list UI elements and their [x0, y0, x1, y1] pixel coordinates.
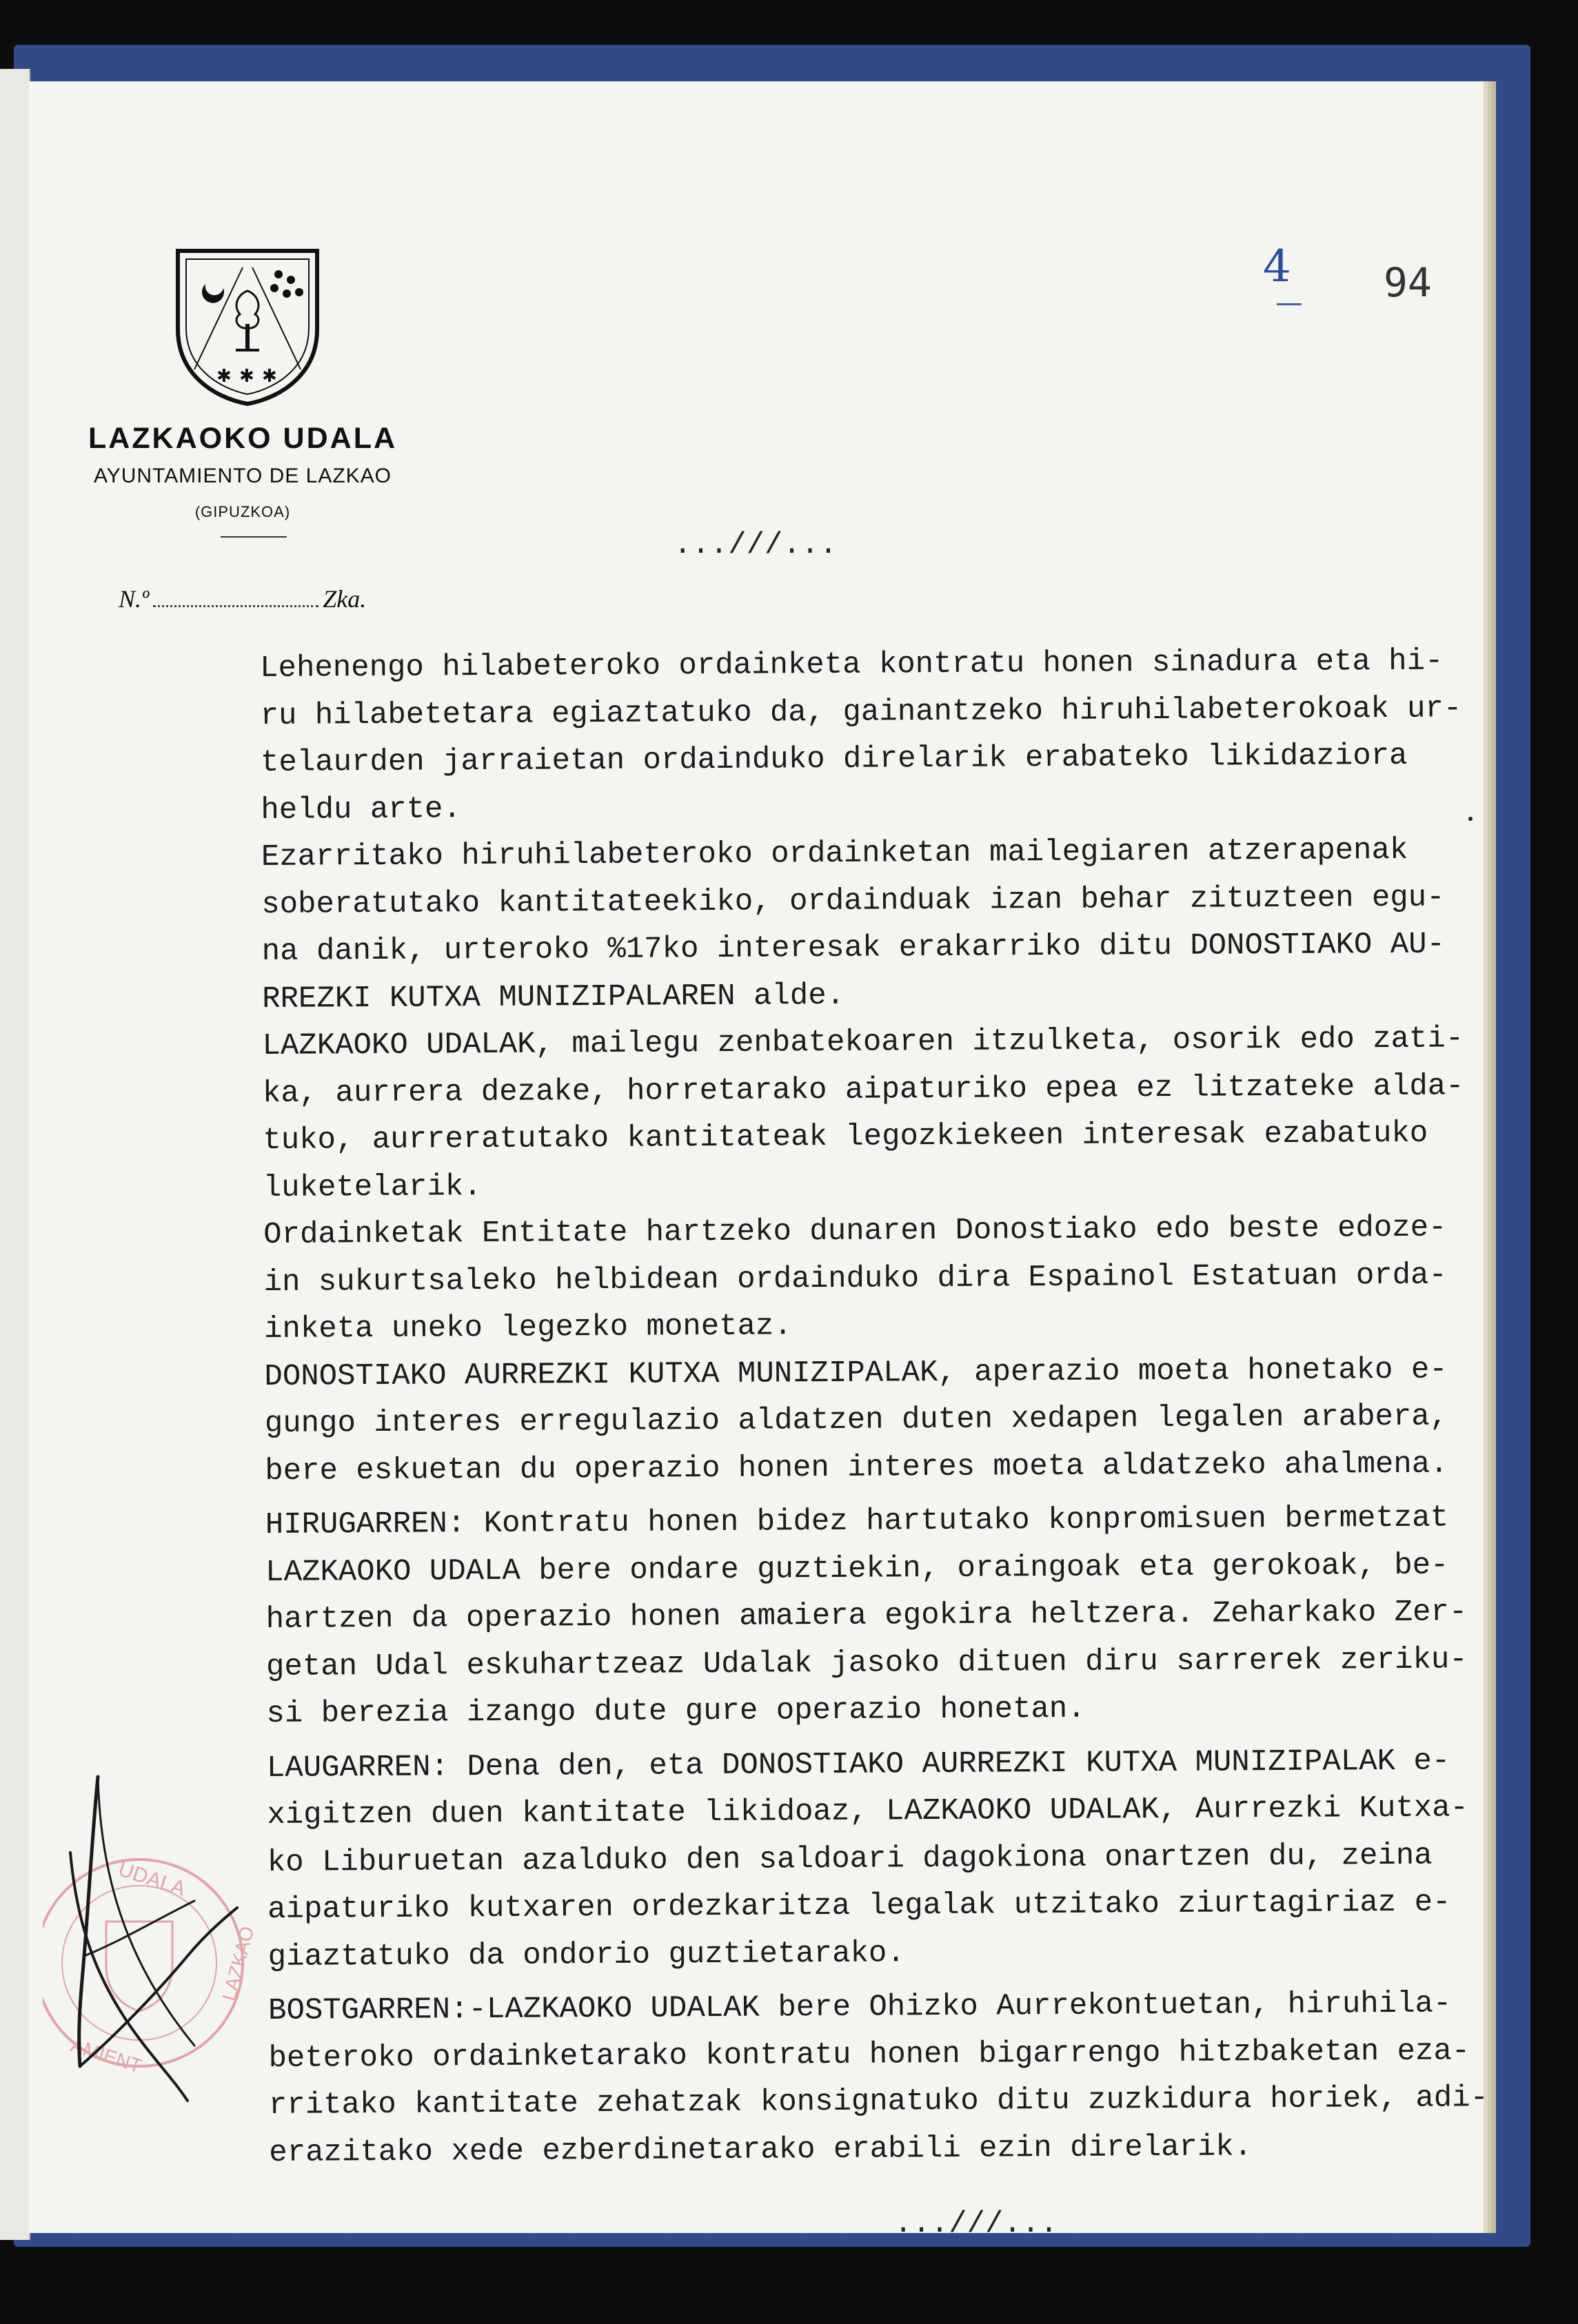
ref-prefix: N.º — [119, 585, 150, 613]
text-line: si berezia izango dute gure operazio honetan. — [266, 1691, 1086, 1731]
handwritten-mark: 4 — [1263, 241, 1291, 292]
text-line: Ezarritako hiruhilabeteroko ordainketan mailegiaren atzerapenak — [261, 833, 1408, 875]
text-line: beteroko ordainketarako kontratu honen bigarrengo hitzbaketan eza- — [268, 2033, 1470, 2076]
previous-page-edge — [0, 69, 30, 2240]
text-line: Lehenengo hilabeteroko ordainketa kontratu honen sinadura eta hi- — [260, 644, 1444, 686]
text-line: rritako kantitate zehatzak konsignatuko ditu zuzkidura horiek, adi- — [268, 2081, 1489, 2123]
text-line: RREZKI KUTXA MUNIZIPALAREN alde. — [261, 978, 845, 1017]
text-line: LAZKAOKO UDALAK, mailegu zenbatekoaren itzulketa, osorik edo zati- — [262, 1021, 1464, 1063]
svg-text:✱: ✱ — [262, 366, 277, 387]
text-line: erazitako xede ezberdinetarako erabili ezin direlarik. — [269, 2129, 1253, 2170]
text-line: BOSTGARREN:-LAZKAOKO UDALAK bere Ohizko Aurrekontuetan, hiruhila- — [267, 1986, 1452, 2028]
text-line: inketa uneko legezko monetaz. — [263, 1309, 792, 1347]
handwritten-underline — [1277, 303, 1302, 305]
svg-text:LAZKAO: LAZKAO — [218, 1924, 259, 2004]
reference-number-field — [119, 584, 366, 613]
text-line: heldu arte. — [261, 791, 462, 828]
text-line: getan Udal eskuhartzeaz Udalak jasoko dituen diru sarrerek zeriku- — [265, 1642, 1468, 1684]
page-number: 94 — [1384, 259, 1432, 306]
text-line: HIRUGARREN: Kontratu honen bidez hartutako konpromisuen bermetzat — [265, 1500, 1449, 1542]
text-line: na danik, urteroko %17ko interesak erakarriko ditu DONOSTIAKO AU- — [261, 927, 1446, 969]
binding-hole — [1468, 817, 1473, 821]
text-line: LAZKAOKO UDALA bere ondare guztiekin, oraingoak eta gerokoak, be- — [265, 1547, 1449, 1590]
svg-text:✱: ✱ — [216, 366, 232, 387]
ref-suffix: Zka. — [323, 585, 367, 613]
province: (GIPUZKOA) — [194, 503, 291, 520]
text-line: tuko, aurreratutako kantitateak legozkiekeen interesak ezabatuko — [263, 1116, 1428, 1158]
institution-name-spanish: AYUNTAMIENTO DE LAZKAO — [93, 465, 392, 487]
text-line: DONOSTIAKO AURREZKI KUTXA MUNIZIPALAK, aperazio moeta honetako e- — [264, 1352, 1448, 1394]
text-line: ka, aurrera dezake, horretarako aipaturiko epea ez litzateke alda- — [262, 1068, 1464, 1111]
continuation-mark-top: ...///... — [674, 528, 838, 562]
text-line: gungo interes erregulazio aldatzen duten xedapen legalen arabera, — [264, 1399, 1448, 1441]
continuation-mark-bottom: ...///... — [894, 2207, 1058, 2241]
text-line: telaurden jarraietan ordainduko direlarik erabateko likidaziora — [260, 738, 1408, 780]
header-divider — [221, 536, 287, 538]
text-line: aipaturiko kutxaren ordezkaritza legalak utzitako ziurtagiriaz e- — [267, 1885, 1451, 1927]
svg-text:AMIENT: AMIENT — [68, 2034, 145, 2077]
text-line: bere eskuetan du operazio honen interes moeta aldatzeko ahalmena. — [265, 1446, 1448, 1489]
institution-name: LAZKAOKO UDALA — [88, 422, 398, 455]
ref-dotted-line — [153, 590, 318, 607]
text-line: xigitzen duen kantitate likidoaz, LAZKAOKO UDALAK, Aurrezki Kutxa- — [267, 1791, 1469, 1833]
text-line: Ordainketak Entitate hartzeko dunaren Donostiako edo beste edoze- — [263, 1210, 1447, 1252]
coat-of-arms-icon — [174, 247, 321, 407]
svg-text:✱: ✱ — [239, 366, 254, 387]
text-line: soberatutako kantitateekiko, ordainduak izan behar zituzteen egu- — [261, 880, 1445, 922]
text-line: LAUGARREN: Dena den, eta DONOSTIAKO AURREZKI KUTXA MUNIZIPALAK e- — [266, 1743, 1450, 1786]
text-line: luketelarik. — [263, 1169, 482, 1205]
text-line: in sukurtsaleko helbidean ordainduko dira Espainol Estatuan orda- — [263, 1257, 1448, 1300]
text-line: ko Liburuetan azalduko den saldoari dagokiona onartzen du, zeina — [267, 1838, 1433, 1880]
svg-text:UDALA: UDALA — [115, 1857, 188, 1901]
typewritten-body — [260, 638, 1510, 2177]
text-line: ru hilabetetara egiaztatuko da, gainantzeko hiruhilabeterokoak ur- — [260, 691, 1462, 733]
text-line: hartzen da operazio honen amaiera egokira heltzera. Zeharkako Zer- — [265, 1595, 1468, 1637]
document-page — [29, 81, 1489, 2241]
handwritten-signature-icon — [57, 1749, 250, 2108]
text-line: giaztatuko da ondorio guztietarako. — [267, 1935, 905, 1975]
